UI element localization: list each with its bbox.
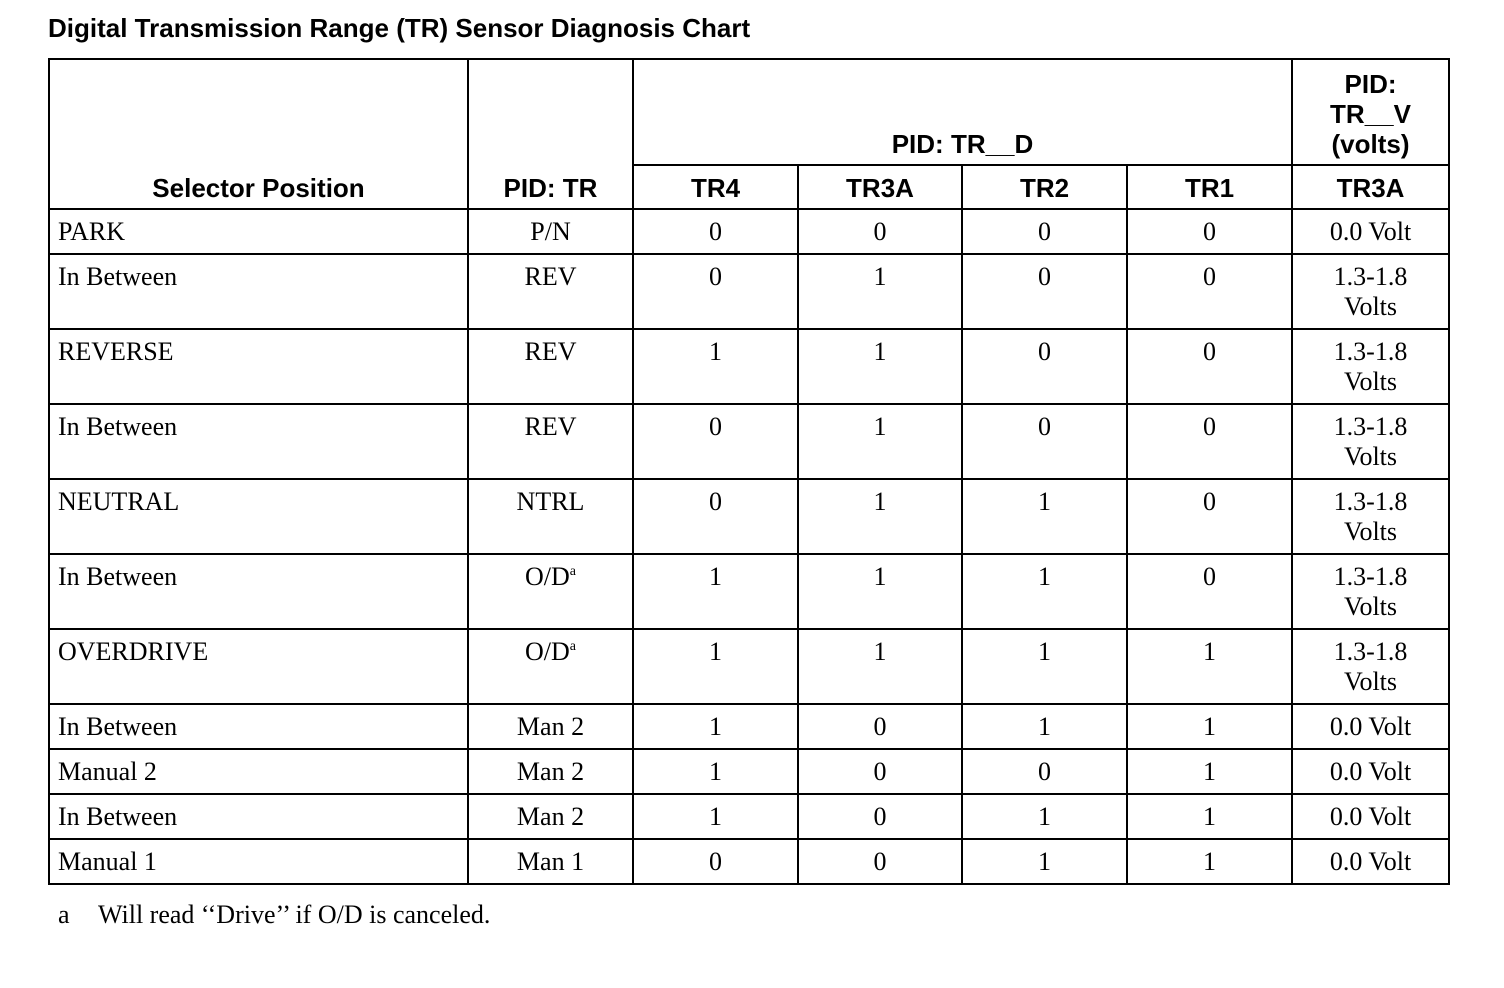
cell-selector-position: REVERSE <box>49 329 468 404</box>
cell-tr3a: 0 <box>798 839 962 884</box>
footnote-mark: a <box>58 900 70 929</box>
cell-pid-tr <box>468 404 633 479</box>
cell-tr3a: 0 <box>798 209 962 254</box>
cell-selector-position: In Between <box>49 554 468 629</box>
pid-tr-value: REV <box>524 337 577 366</box>
cell-tr3a-volts <box>1292 749 1449 794</box>
header-tr3a: TR3A <box>798 165 962 209</box>
cell-tr4: 0 <box>633 479 798 554</box>
cell-tr2: 1 <box>962 794 1127 839</box>
cell-tr4: 1 <box>633 794 798 839</box>
cell-tr3a: 0 <box>798 749 962 794</box>
volts-value: 1.3-1.8 <box>1333 637 1408 666</box>
cell-tr2: 1 <box>962 839 1127 884</box>
cell-tr2: 1 <box>962 479 1127 554</box>
cell-tr1: 0 <box>1127 404 1292 479</box>
volts-value: 1.3-1.8 <box>1333 262 1408 291</box>
pid-tr-value: NTRL <box>516 487 585 516</box>
cell-tr2: 1 <box>962 629 1127 704</box>
header-pid-tr-v <box>1292 59 1449 165</box>
cell-tr4: 1 <box>633 629 798 704</box>
header-pid-tr-v-line3: (volts) <box>1331 129 1410 159</box>
header-selector-position: Selector Position <box>49 59 468 209</box>
cell-tr3a: 0 <box>798 794 962 839</box>
volts-value: 0.0 Volt <box>1329 217 1412 246</box>
cell-pid-tr <box>468 209 633 254</box>
cell-tr3a-volts <box>1292 629 1449 704</box>
cell-pid-tr <box>468 554 633 629</box>
volts-value: 0.0 Volt <box>1329 802 1412 831</box>
header-tr3a-volts: TR3A <box>1292 165 1449 209</box>
cell-tr3a-volts <box>1292 554 1449 629</box>
volts-unit: Volts <box>1344 592 1398 621</box>
pid-tr-value: Man 1 <box>516 847 585 876</box>
cell-tr4: 1 <box>633 704 798 749</box>
cell-tr2: 0 <box>962 254 1127 329</box>
cell-tr3a: 1 <box>798 629 962 704</box>
footnote <box>58 900 490 930</box>
pid-tr-value: O/D <box>525 562 570 591</box>
pid-tr-value: REV <box>524 262 577 291</box>
cell-selector-position: Manual 1 <box>49 839 468 884</box>
cell-tr3a: 1 <box>798 554 962 629</box>
cell-tr4: 0 <box>633 209 798 254</box>
table-row <box>49 209 1449 254</box>
header-pid-tr-d: PID: TR__D <box>633 59 1292 165</box>
cell-pid-tr <box>468 254 633 329</box>
cell-selector-position: In Between <box>49 704 468 749</box>
cell-tr2: 0 <box>962 404 1127 479</box>
cell-tr1: 1 <box>1127 704 1292 749</box>
cell-tr4: 1 <box>633 554 798 629</box>
cell-tr2: 0 <box>962 749 1127 794</box>
table-row <box>49 479 1449 554</box>
cell-tr3a-volts <box>1292 329 1449 404</box>
cell-tr4: 0 <box>633 254 798 329</box>
cell-tr4: 1 <box>633 329 798 404</box>
cell-tr3a: 1 <box>798 254 962 329</box>
cell-tr4: 0 <box>633 404 798 479</box>
cell-tr3a-volts <box>1292 479 1449 554</box>
cell-selector-position: PARK <box>49 209 468 254</box>
volts-value: 0.0 Volt <box>1329 847 1412 876</box>
cell-tr3a-volts <box>1292 839 1449 884</box>
table-body <box>49 209 1449 884</box>
table-row <box>49 329 1449 404</box>
volts-value: 0.0 Volt <box>1329 712 1412 741</box>
cell-tr2: 1 <box>962 704 1127 749</box>
volts-unit: Volts <box>1344 292 1398 321</box>
footnote-reference: a <box>569 639 576 654</box>
volts-value: 1.3-1.8 <box>1333 337 1408 366</box>
cell-tr2: 1 <box>962 554 1127 629</box>
cell-tr3a: 1 <box>798 329 962 404</box>
cell-tr2: 0 <box>962 209 1127 254</box>
diagnosis-table <box>48 58 1450 885</box>
volts-unit: Volts <box>1344 517 1398 546</box>
cell-tr1: 1 <box>1127 629 1292 704</box>
cell-tr1: 0 <box>1127 254 1292 329</box>
volts-value: 0.0 Volt <box>1329 757 1412 786</box>
table-row <box>49 839 1449 884</box>
volts-value: 1.3-1.8 <box>1333 412 1408 441</box>
cell-pid-tr <box>468 479 633 554</box>
cell-tr1: 0 <box>1127 329 1292 404</box>
volts-unit: Volts <box>1344 667 1398 696</box>
cell-selector-position: Manual 2 <box>49 749 468 794</box>
cell-pid-tr <box>468 749 633 794</box>
cell-tr1: 1 <box>1127 839 1292 884</box>
cell-selector-position: In Between <box>49 254 468 329</box>
cell-tr3a: 1 <box>798 404 962 479</box>
pid-tr-value: Man 2 <box>516 757 585 786</box>
pid-tr-value: Man 2 <box>516 712 585 741</box>
cell-selector-position: NEUTRAL <box>49 479 468 554</box>
volts-value: 1.3-1.8 <box>1333 487 1408 516</box>
cell-tr4: 0 <box>633 839 798 884</box>
pid-tr-value: Man 2 <box>516 802 585 831</box>
cell-tr3a: 0 <box>798 704 962 749</box>
cell-tr1: 1 <box>1127 749 1292 794</box>
cell-tr1: 1 <box>1127 794 1292 839</box>
cell-tr3a-volts <box>1292 794 1449 839</box>
header-tr4: TR4 <box>633 165 798 209</box>
cell-tr3a-volts <box>1292 254 1449 329</box>
cell-tr2: 0 <box>962 329 1127 404</box>
table-row <box>49 794 1449 839</box>
footnote-text: Will read ‘‘Drive’’ if O/D is canceled. <box>98 900 491 929</box>
cell-tr1: 0 <box>1127 209 1292 254</box>
table-row <box>49 704 1449 749</box>
cell-tr3a-volts <box>1292 209 1449 254</box>
cell-tr4: 1 <box>633 749 798 794</box>
pid-tr-value: O/D <box>525 637 570 666</box>
cell-pid-tr <box>468 839 633 884</box>
header-tr2: TR2 <box>962 165 1127 209</box>
table-row <box>49 554 1449 629</box>
table-row <box>49 629 1449 704</box>
cell-pid-tr <box>468 794 633 839</box>
cell-tr1: 0 <box>1127 479 1292 554</box>
header-pid-tr: PID: TR <box>468 59 633 209</box>
pid-tr-value: P/N <box>530 217 571 246</box>
pid-tr-value: REV <box>524 412 577 441</box>
cell-tr3a-volts <box>1292 404 1449 479</box>
cell-pid-tr <box>468 329 633 404</box>
cell-selector-position: In Between <box>49 794 468 839</box>
table-row <box>49 749 1449 794</box>
footnote-reference: a <box>569 564 576 579</box>
cell-tr1: 0 <box>1127 554 1292 629</box>
header-pid-tr-v-line1: PID: <box>1344 69 1397 99</box>
volts-unit: Volts <box>1344 367 1398 396</box>
volts-value: 1.3-1.8 <box>1333 562 1408 591</box>
volts-unit: Volts <box>1344 442 1398 471</box>
header-pid-tr-v-line2: TR__V <box>1330 99 1411 129</box>
cell-tr3a: 1 <box>798 479 962 554</box>
page-title: Digital Transmission Range (TR) Sensor Diagnosis Chart <box>48 13 751 43</box>
table-row <box>49 404 1449 479</box>
cell-pid-tr <box>468 704 633 749</box>
cell-pid-tr <box>468 629 633 704</box>
table-row <box>49 254 1449 329</box>
cell-tr3a-volts <box>1292 704 1449 749</box>
header-tr1: TR1 <box>1127 165 1292 209</box>
cell-selector-position: OVERDRIVE <box>49 629 468 704</box>
cell-selector-position: In Between <box>49 404 468 479</box>
